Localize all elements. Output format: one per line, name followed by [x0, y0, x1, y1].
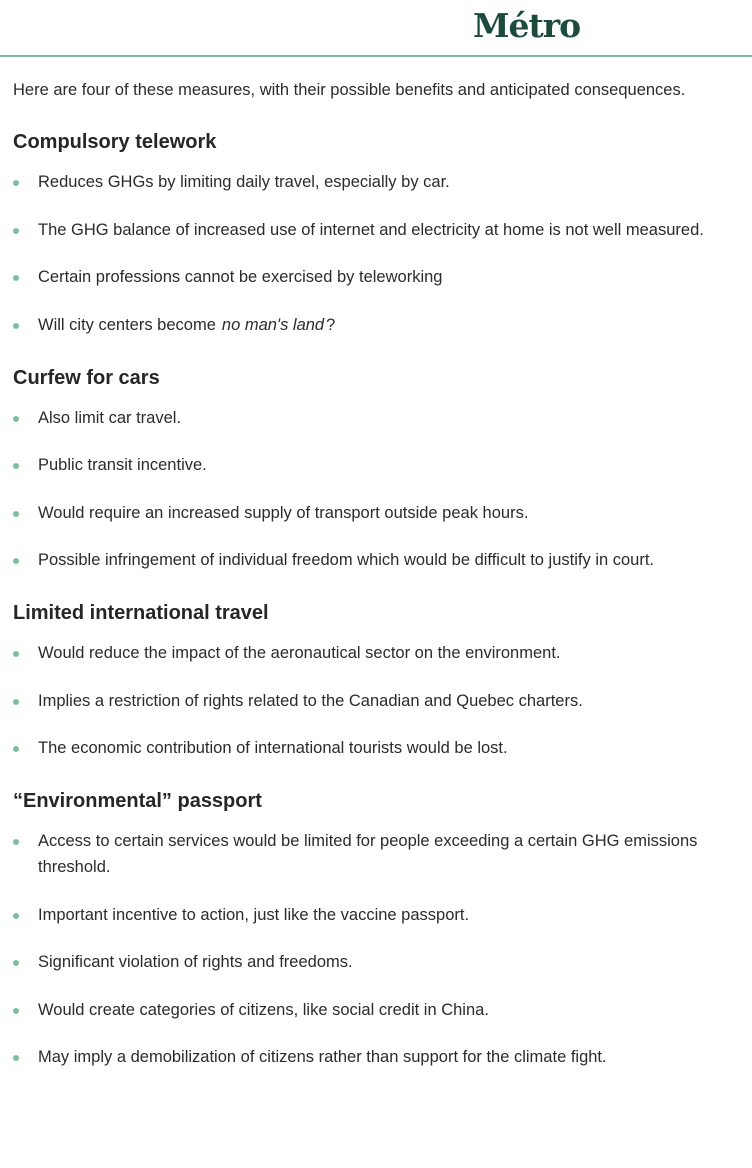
site-header	[0, 0, 752, 57]
measure-section	[13, 129, 739, 338]
measures-list	[13, 129, 739, 1070]
list-item	[13, 312, 739, 338]
bullet-icon	[13, 558, 19, 564]
bullet-icon	[13, 228, 19, 234]
bullet-icon	[13, 746, 19, 752]
bullet-icon	[13, 323, 19, 329]
bullet-list	[13, 405, 739, 574]
list-item-text: Would reduce the impact of the aeronautical sector on the environment.	[38, 644, 561, 662]
list-item	[13, 997, 739, 1023]
list-item-text: Will city centers become	[38, 315, 216, 334]
bullet-icon	[13, 960, 19, 966]
measure-section	[13, 788, 739, 1070]
list-item	[13, 949, 739, 975]
list-item	[13, 902, 739, 928]
bullet-icon	[13, 511, 19, 517]
bullet-icon	[13, 275, 19, 281]
metro-logo[interactable]: Métro	[473, 6, 581, 45]
section-title: Curfew for cars	[13, 366, 160, 389]
list-item-text: Important incentive to action, just like the vaccine passport.	[38, 905, 470, 924]
bullet-icon	[13, 416, 19, 422]
measure-section	[13, 365, 739, 574]
list-item	[13, 735, 739, 761]
bullet-icon	[13, 913, 19, 919]
bullet-icon	[13, 180, 19, 186]
list-item-text: Reduces GHGs by limiting daily travel, especially by car.	[38, 173, 450, 191]
measure-section	[13, 600, 739, 761]
section-title: Limited international travel	[13, 602, 269, 624]
list-item	[13, 547, 739, 573]
list-item-text: Significant violation of rights and freedoms.	[38, 953, 353, 971]
section-title: “Environmental” passport	[13, 790, 262, 812]
list-item	[13, 264, 739, 290]
list-item-text: Access to certain services would be limited for people exceeding a certain GHG emissions threshold.	[38, 832, 698, 876]
bullet-icon	[13, 1008, 19, 1014]
list-item-text: Certain professions cannot be exercised by teleworking	[38, 268, 443, 286]
list-item	[13, 828, 739, 880]
list-item-emphasis: no man's land	[221, 315, 325, 334]
list-item-text: Would create categories of citizens, like social credit in China.	[38, 1000, 489, 1019]
list-item-text: Public transit incentive.	[38, 456, 207, 474]
list-item	[13, 640, 739, 666]
list-item	[13, 688, 739, 714]
list-item-suffix: ?	[326, 315, 336, 334]
list-item	[13, 452, 739, 478]
list-item	[13, 500, 739, 526]
list-item-text: Possible infringement of individual freedom which would be difficult to justify in court.	[38, 551, 655, 569]
section-title: Compulsory telework	[13, 131, 217, 153]
list-item-text: The GHG balance of increased use of internet and electricity at home is not well measured.	[38, 220, 704, 239]
bullet-icon	[13, 651, 19, 657]
bullet-list	[13, 828, 739, 1070]
article-body	[0, 57, 752, 1070]
bullet-icon	[13, 1055, 19, 1061]
list-item	[13, 405, 739, 431]
bullet-icon	[13, 699, 19, 705]
list-item-text: Also limit car travel.	[38, 408, 182, 427]
list-item	[13, 1044, 739, 1070]
bullet-list	[13, 640, 739, 761]
bullet-list	[13, 169, 739, 338]
list-item	[13, 169, 739, 195]
list-item-text: The economic contribution of international tourists would be lost.	[38, 739, 508, 757]
bullet-icon	[13, 839, 19, 845]
list-item	[13, 217, 739, 243]
list-item-text: May imply a demobilization of citizens rather than support for the climate fight.	[38, 1048, 607, 1066]
list-item-text: Implies a restriction of rights related to the Canadian and Quebec charters.	[38, 691, 583, 710]
intro-paragraph: Here are four of these measures, with their possible benefits and anticipated consequences.	[13, 81, 686, 99]
list-item-text: Would require an increased supply of transport outside peak hours.	[38, 503, 529, 522]
bullet-icon	[13, 463, 19, 469]
